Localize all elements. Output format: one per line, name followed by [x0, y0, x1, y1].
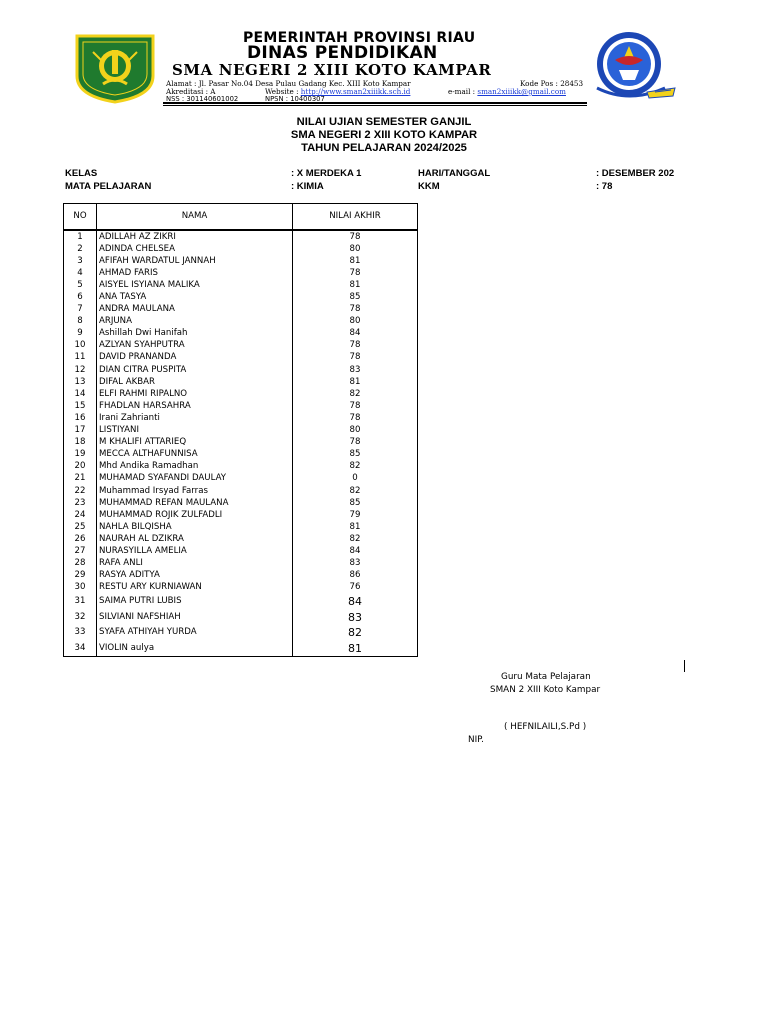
final-grade: 80 [293, 243, 418, 255]
final-grade: 84 [293, 328, 418, 340]
final-grade: 81 [293, 521, 418, 533]
student-name: DIAN CITRA PUSPITA [97, 364, 293, 376]
signature-nip: NIP. [468, 735, 484, 745]
kkm-value: : 78 [596, 181, 613, 192]
row-number: 1 [64, 230, 97, 243]
table-row [64, 267, 418, 279]
table-row [64, 485, 418, 497]
grades-table [63, 203, 418, 657]
doc-title-line3: TAHUN PELAJARAN 2024/2025 [301, 142, 467, 154]
final-grade: 82 [293, 485, 418, 497]
kop-address: Alamat : Jl. Pasar No.04 Desa Pulau Gadang Kec. XIII Koto Kampar [166, 79, 411, 88]
row-number: 17 [64, 425, 97, 437]
kop-website-label: Website : [265, 87, 301, 96]
student-name: Ashillah Dwi Hanifah [97, 328, 293, 340]
table-row [64, 412, 418, 424]
final-grade: 78 [293, 437, 418, 449]
kop-email-link[interactable]: sman2xiiikk@gmail.com [477, 87, 566, 96]
kelas-label: KELAS [65, 168, 98, 179]
final-grade: 83 [293, 364, 418, 376]
final-grade: 76 [293, 582, 418, 594]
final-grade: 78 [293, 304, 418, 316]
kop-npsn: NPSN : 10400307 [265, 95, 325, 103]
student-name: SYAFA ATHIYAH YURDA [97, 625, 293, 641]
row-number: 32 [64, 609, 97, 625]
row-number: 6 [64, 291, 97, 303]
row-number: 24 [64, 509, 97, 521]
final-grade: 84 [293, 594, 418, 610]
table-row [64, 594, 418, 610]
student-name: ADILLAH AZ ZIKRI [97, 230, 293, 243]
header-no: NO [64, 204, 97, 231]
student-name: MUHAMMAD ROJIK ZULFADLI [97, 509, 293, 521]
final-grade: 80 [293, 316, 418, 328]
student-name: Irani Zahrianti [97, 412, 293, 424]
table-row [64, 291, 418, 303]
kop-accreditation: Akreditasi : A [166, 87, 216, 96]
student-name: AZLYAN SYAHPUTRA [97, 340, 293, 352]
hari-tanggal-label: HARI/TANGGAL [418, 168, 491, 179]
student-name: MECCA ALTHAFUNNISA [97, 449, 293, 461]
signature-school: SMAN 2 XIII Koto Kampar [490, 685, 601, 695]
final-grade: 86 [293, 570, 418, 582]
student-name: AFIFAH WARDATUL JANNAH [97, 255, 293, 267]
student-name: AHMAD FARIS [97, 267, 293, 279]
table-row [64, 400, 418, 412]
student-name: DIFAL AKBAR [97, 376, 293, 388]
row-number: 25 [64, 521, 97, 533]
table-row [64, 352, 418, 364]
table-row [64, 533, 418, 545]
final-grade: 81 [293, 255, 418, 267]
row-number: 2 [64, 243, 97, 255]
final-grade: 78 [293, 412, 418, 424]
final-grade: 85 [293, 497, 418, 509]
final-grade: 81 [293, 376, 418, 388]
student-name: ADINDA CHELSEA [97, 243, 293, 255]
row-number: 22 [64, 485, 97, 497]
table-row [64, 364, 418, 376]
table-row [64, 497, 418, 509]
table-row [64, 558, 418, 570]
row-number: 19 [64, 449, 97, 461]
table-row [64, 449, 418, 461]
kkm-label: KKM [418, 181, 440, 192]
student-name: MUHAMAD SYAFANDI DAULAY [97, 473, 293, 485]
text-cursor [684, 660, 685, 672]
student-name: FHADLAN HARSAHRA [97, 400, 293, 412]
row-number: 20 [64, 461, 97, 473]
row-number: 11 [64, 352, 97, 364]
final-grade: 81 [293, 279, 418, 291]
table-row [64, 279, 418, 291]
row-number: 9 [64, 328, 97, 340]
table-row [64, 461, 418, 473]
final-grade: 82 [293, 625, 418, 641]
row-number: 4 [64, 267, 97, 279]
kop-divider-thin [163, 105, 587, 106]
riau-province-emblem-icon [73, 32, 157, 104]
final-grade: 82 [293, 461, 418, 473]
final-grade: 85 [293, 449, 418, 461]
row-number: 13 [64, 376, 97, 388]
kop-school-name: SMA NEGERI 2 XIII KOTO KAMPAR [172, 61, 492, 79]
tut-wuri-handayani-emblem-icon [585, 30, 680, 104]
final-grade: 83 [293, 609, 418, 625]
kop-department: DINAS PENDIDIKAN [247, 43, 438, 63]
table-row [64, 570, 418, 582]
student-name: ANDRA MAULANA [97, 304, 293, 316]
final-grade: 80 [293, 425, 418, 437]
row-number: 27 [64, 545, 97, 557]
table-row [64, 304, 418, 316]
row-number: 12 [64, 364, 97, 376]
table-row [64, 582, 418, 594]
student-name: Mhd Andika Ramadhan [97, 461, 293, 473]
table-row [64, 545, 418, 557]
table-row [64, 425, 418, 437]
row-number: 5 [64, 279, 97, 291]
table-row [64, 376, 418, 388]
final-grade: 79 [293, 509, 418, 521]
student-name: RESTU ARY KURNIAWAN [97, 582, 293, 594]
header-nilai-akhir: NILAI AKHIR [293, 204, 418, 231]
student-name: ARJUNA [97, 316, 293, 328]
student-name: Muhammad Irsyad Farras [97, 485, 293, 497]
final-grade: 85 [293, 291, 418, 303]
mata-pelajaran-label: MATA PELAJARAN [65, 181, 152, 192]
table-row [64, 625, 418, 641]
student-name: LISTIYANI [97, 425, 293, 437]
row-number: 7 [64, 304, 97, 316]
row-number: 14 [64, 388, 97, 400]
student-name: ANA TASYA [97, 291, 293, 303]
row-number: 26 [64, 533, 97, 545]
final-grade: 78 [293, 340, 418, 352]
row-number: 15 [64, 400, 97, 412]
student-name: SAIMA PUTRI LUBIS [97, 594, 293, 610]
kelas-value: : X MERDEKA 1 [291, 168, 362, 179]
table-row [64, 340, 418, 352]
row-number: 21 [64, 473, 97, 485]
doc-title-line1: NILAI UJIAN SEMESTER GANJIL [296, 116, 472, 128]
kop-email-row [448, 88, 566, 96]
student-name: NAURAH AL DZIKRA [97, 533, 293, 545]
student-name: SILVIANI NAFSHIAH [97, 609, 293, 625]
final-grade: 81 [293, 640, 418, 656]
table-row [64, 640, 418, 656]
student-name: ELFI RAHMI RIPALNO [97, 388, 293, 400]
row-number: 31 [64, 594, 97, 610]
final-grade: 84 [293, 545, 418, 557]
kop-divider-thick [163, 102, 587, 104]
table-row [64, 521, 418, 533]
student-name: DAVID PRANANDA [97, 352, 293, 364]
table-row [64, 230, 418, 243]
row-number: 33 [64, 625, 97, 641]
row-number: 29 [64, 570, 97, 582]
row-number: 30 [64, 582, 97, 594]
table-row [64, 609, 418, 625]
header-nama: NAMA [97, 204, 293, 231]
final-grade: 83 [293, 558, 418, 570]
final-grade: 78 [293, 400, 418, 412]
row-number: 3 [64, 255, 97, 267]
table-row [64, 509, 418, 521]
student-name: M KHALIFI ATTARIEQ [97, 437, 293, 449]
grades-table-body [64, 230, 418, 656]
final-grade: 82 [293, 388, 418, 400]
hari-tanggal-value: : DESEMBER 202 [596, 168, 675, 179]
table-row [64, 388, 418, 400]
table-row [64, 316, 418, 328]
table-row [64, 473, 418, 485]
kop-nss: NSS : 301140601002 [166, 95, 239, 103]
row-number: 10 [64, 340, 97, 352]
kop-website-link[interactable]: http://www.sman2xiiikk.sch.id [300, 87, 411, 96]
student-name: AISYEL ISYIANA MALIKA [97, 279, 293, 291]
final-grade: 82 [293, 533, 418, 545]
final-grade: 78 [293, 352, 418, 364]
final-grade: 78 [293, 267, 418, 279]
row-number: 18 [64, 437, 97, 449]
student-name: NURASYILLA AMELIA [97, 545, 293, 557]
final-grade: 0 [293, 473, 418, 485]
table-row [64, 437, 418, 449]
kop-province: PEMERINTAH PROVINSI RIAU [243, 30, 476, 46]
kop-email-label: e-mail : [448, 87, 478, 96]
table-header-row [64, 204, 418, 231]
mata-pelajaran-value: : KIMIA [291, 181, 324, 192]
row-number: 28 [64, 558, 97, 570]
signature-role: Guru Mata Pelajaran [501, 672, 591, 682]
row-number: 8 [64, 316, 97, 328]
table-row [64, 255, 418, 267]
signature-name: ( HEFNILAILI,S.Pd ) [504, 722, 587, 732]
row-number: 23 [64, 497, 97, 509]
student-name: RASYA ADITYA [97, 570, 293, 582]
table-row [64, 243, 418, 255]
kop-postal: Kode Pos : 28453 [520, 79, 584, 88]
row-number: 16 [64, 412, 97, 424]
row-number: 34 [64, 640, 97, 656]
table-row [64, 328, 418, 340]
student-name: VIOLIN aulya [97, 640, 293, 656]
final-grade: 78 [293, 230, 418, 243]
doc-title-line2: SMA NEGERI 2 XIII KOTO KAMPAR [290, 129, 478, 141]
student-name: NAHLA BILQISHA [97, 521, 293, 533]
student-name: MUHAMMAD REFAN MAULANA [97, 497, 293, 509]
student-name: RAFA ANLI [97, 558, 293, 570]
